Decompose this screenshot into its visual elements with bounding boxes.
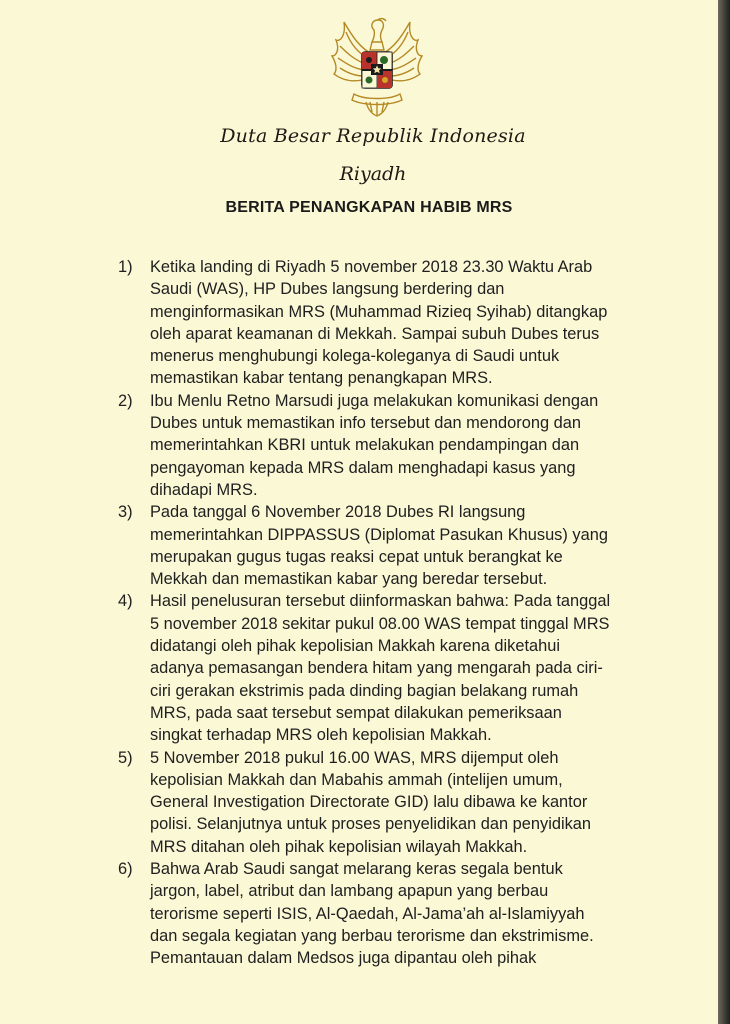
item-text-line: memastikan kabar tentang penangkapan MRS. — [150, 369, 493, 388]
item-text-line: Bahwa Arab Saudi sangat melarang keras segala bentuk — [150, 860, 563, 879]
item-text-line: Ibu Menlu Retno Marsudi juga melakukan komunikasi dengan — [150, 391, 599, 410]
item-text-line: dan segala kegiatan yang berbau terorisme dan ekstrimisme. — [150, 926, 594, 945]
item-text-line: ciri gerakan ekstrimis pada dinding bagian belakang rumah — [150, 681, 579, 700]
item-text-line: memerintahkan KBRI untuk melakukan pendampingan dan — [150, 436, 580, 455]
item-text-line: menerus menghubungi kolega-koleganya di Saudi untuk — [150, 347, 560, 366]
item-text-line: 5 November 2018 pukul 16.00 WAS, MRS dijemput oleh — [150, 748, 559, 767]
item-number: 2) — [118, 391, 133, 410]
item-number: 6) — [118, 860, 133, 879]
document-title: BERITA PENANGKAPAN HABIB MRS — [225, 199, 513, 216]
item-text-line: kepolisian Makkah dan Mabahis ammah (intelijen umum, — [150, 770, 563, 789]
list-item — [118, 858, 638, 969]
item-text-line: jargon, label, atribut dan lambang apapun yang berbau — [150, 882, 549, 901]
item-text-line: dihadapi MRS. — [150, 480, 258, 499]
item-text-line: Saudi (WAS), HP Dubes langsung berdering dan — [150, 280, 505, 299]
item-text-line: Hasil penelusuran tersebut diinformaskan bahwa: Pada tanggal — [150, 592, 611, 611]
item-number: 1) — [118, 258, 133, 276]
item-text-line: didatangi oleh pihak kepolisian Makkah karena diketahui — [150, 637, 561, 656]
item-number: 5) — [118, 748, 133, 767]
item-text-line: pengayoman kepada MRS dalam menghadapi kasus yang — [150, 458, 576, 477]
item-text-line: MRS ditahan oleh pihak kepolisian wilayah Makkah. — [150, 837, 528, 856]
item-text-line: General Investigation Directorate GID) lalu dibawa ke kantor — [150, 793, 588, 812]
item-number: 4) — [118, 592, 133, 611]
list-item — [118, 747, 638, 858]
item-text-line: terorisme seperti ISIS, Al-Qaedah, Al-Jama’ah al-Islamiyyah — [150, 904, 585, 923]
item-text-line: adanya pemasangan bendera hitam yang mengarah pada ciri- — [150, 659, 603, 678]
list-item — [118, 501, 638, 590]
letterhead-city: Riyadh — [339, 163, 407, 185]
page-edge-shadow — [718, 0, 730, 1024]
item-text-line: merupakan gugus tugas reaksi cepat untuk berangkat ke — [150, 547, 563, 566]
item-text-line: Mekkah dan memastikan kabar yang beredar tersebut. — [150, 570, 548, 589]
item-text-line: menginformasikan MRS (Muhammad Rizieq Syihab) ditangkap — [150, 302, 608, 321]
item-text-line: singkat terhadap MRS oleh kepolisian Makkah. — [150, 726, 492, 745]
item-text-line: 5 november 2018 sekitar pukul 08.00 WAS tempat tinggal MRS — [150, 614, 610, 633]
item-text-line: memerintahkan DIPPASSUS (Diplomat Pasukan Khusus) yang — [150, 525, 608, 544]
item-text-line: Pemantauan dalam Medsos juga dipantau oleh pihak — [150, 949, 537, 968]
numbered-list — [118, 256, 638, 970]
item-text-line: MRS, pada saat tersebut sempat dilakukan pemeriksaan — [150, 703, 562, 722]
letterhead-title: Duta Besar Republik Indonesia — [220, 125, 526, 147]
list-item — [118, 390, 638, 501]
garuda-pancasila-emblem-icon — [322, 14, 432, 124]
list-item — [118, 256, 638, 390]
item-text-line: Pada tanggal 6 November 2018 Dubes RI langsung — [150, 503, 526, 522]
item-text-line: Ketika landing di Riyadh 5 november 2018 23.30 Waktu Arab — [150, 258, 593, 276]
item-number: 3) — [118, 503, 133, 522]
item-text-line: polisi. Selanjutnya untuk proses penyelidikan dan penyidikan — [150, 815, 592, 834]
item-text-line: oleh aparat keamanan di Mekkah. Sampai subuh Dubes terus — [150, 324, 600, 343]
item-text-line: Dubes untuk memastikan info tersebut dan mendorong dan — [150, 414, 581, 433]
list-item — [118, 590, 638, 746]
